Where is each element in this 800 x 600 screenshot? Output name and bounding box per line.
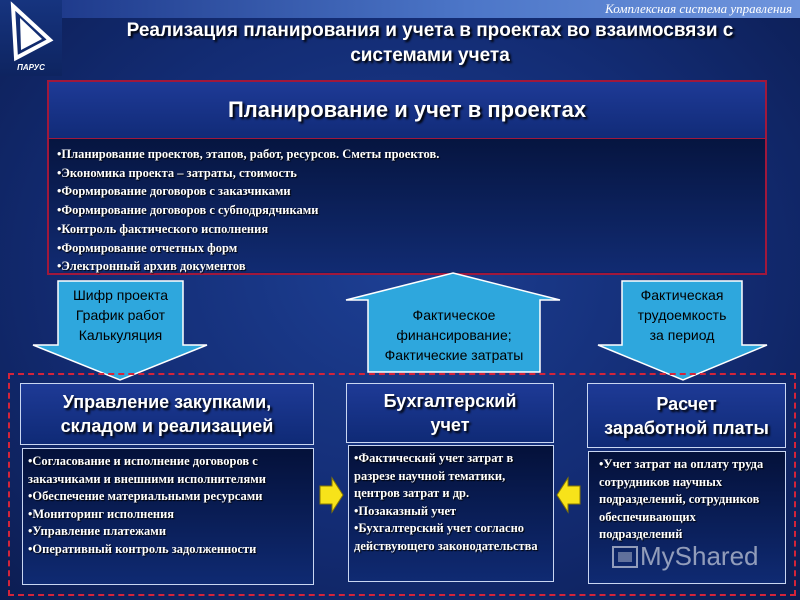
accounting-list — [354, 450, 548, 555]
procurement-item: • Обеспечение материальными ресурсами — [28, 488, 308, 506]
planning-item: • Формирование договоров с заказчиками — [57, 182, 757, 201]
system-name: Комплексная система управления — [605, 1, 792, 16]
planning-item: • Экономика проекта – затраты, стоимость — [57, 164, 757, 183]
procurement-list — [28, 453, 308, 558]
arrow-right-text — [622, 285, 742, 345]
procurement-item: • Согласование и исполнение договоров с заказчиками и внешними исполнителями — [28, 453, 308, 488]
arrow-left-line: График работ — [75, 307, 166, 323]
procurement-panel-body — [22, 448, 314, 585]
planning-item: • Формирование отчетных форм — [57, 239, 757, 258]
payroll-title-line: Расчет — [656, 393, 717, 414]
payroll-panel-title — [587, 383, 786, 448]
accounting-item: • Фактический учет затрат в разрезе научной тематики, центров затрат и др. — [354, 450, 548, 503]
payroll-title-line: заработной платы — [604, 417, 769, 438]
procurement-title-line: Управление закупками, — [62, 392, 272, 412]
arrow-center-line: Фактические затраты — [384, 347, 524, 363]
arrow-right-line: за период — [649, 327, 715, 343]
planning-item: • Планирование проектов, этапов, работ, ресурсов. Сметы проектов. — [57, 145, 757, 164]
procurement-item: • Управление платежами — [28, 523, 308, 541]
procurement-panel-title — [20, 383, 314, 445]
accounting-item: • Бухгалтерский учет согласно действующего законодательства — [354, 520, 548, 555]
arrow-center-line: Фактическое — [412, 307, 496, 323]
watermark — [610, 536, 790, 576]
accounting-panel-title — [346, 383, 554, 443]
procurement-item: • Мониторинг исполнения — [28, 506, 308, 524]
arrow-center-line: финансирование; — [396, 327, 512, 343]
procurement-item: • Оперативный контроль задолженности — [28, 541, 308, 559]
planning-item: • Формирование договоров с субподрядчиками — [57, 201, 757, 220]
watermark-icon — [610, 541, 640, 571]
accounting-title-line: Бухгалтерский — [383, 391, 517, 411]
slide-title: Реализация планирования и учета в проектах во взаимосвязи с системами учета — [126, 20, 734, 66]
svg-text:ПАРУС: ПАРУС — [17, 63, 45, 72]
procurement-title-line: складом и реализацией — [60, 416, 274, 436]
planning-item: • Электронный архив документов — [57, 257, 757, 276]
payroll-item: • Учет затрат на оплату труда сотрудников научных подразделений, сотрудников обеспечивающих подразделений — [599, 456, 780, 544]
watermark-text: MyShared — [640, 540, 759, 571]
arrow-center-text — [368, 305, 540, 365]
accounting-panel-body — [348, 445, 554, 582]
arrow-right-line: Фактическая — [640, 287, 724, 303]
arrow-left-line: Калькуляция — [78, 327, 163, 343]
arrow-left-line: Шифр проекта — [72, 287, 169, 303]
arrow-left-text — [58, 285, 183, 345]
planning-box-title: Планирование и учет в проектах — [49, 82, 765, 139]
arrow-right-line: трудоемкость — [637, 307, 727, 323]
accounting-title-line: учет — [430, 415, 470, 435]
accounting-item: • Позаказный учет — [354, 503, 548, 521]
payroll-list — [599, 456, 780, 544]
planning-item: • Контроль фактического исполнения — [57, 220, 757, 239]
